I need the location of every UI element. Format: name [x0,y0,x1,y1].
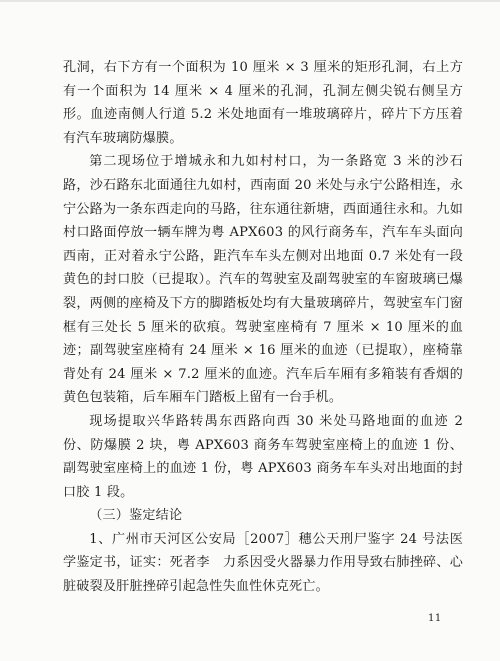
paragraph-second-scene: 第二现场位于增城永和九如村村口，为一条路宽 3 米的沙石路，沙石路东北面通往九如村，西南面 20 米处与永宁公路相连，永宁公路为一条东西走向的马路，往东通往新塘，西面通往永和。九如村口路面停放一辆车牌为粤 APX603 的风行商务车，汽车车头面向西南，正对着永宁公路，距汽车车头左侧对出地面 0.7 米处有一段黄色的封口胶（已提取）。汽车的驾驶室及副驾驶室的车窗玻璃已爆裂，两侧的座椅及下方的脚踏板处均有大量玻璃碎片，驾驶室车门窗框有三处长 5 厘米的砍痕。驾驶室座椅有 7 厘米 × 10 厘米的血迹；副驾驶室座椅有 24 厘米 × 16 厘米的血迹（已提取），座椅靠背处有 24 厘米 × 7.2 厘米的血迹。汽车后车厢有多箱装有香烟的黄色包装箱，后车厢车门踏板上留有一台手机。 [63,154,463,406]
section-heading-conclusion: （三）鉴定结论 [89,508,183,524]
page-number: 11 [428,613,442,624]
paragraph-continuation: 孔洞，右下方有一个面积为 10 厘米 × 3 厘米的矩形孔洞，右上方有一个面积为 14 厘米 × 4 厘米的孔洞，孔洞左侧尖锐右侧呈方形。血迹南侧人行道 5.2 米处地面有一堆玻璃碎片，碎片下方压着有汽车玻璃防爆膜。 [63,60,463,146]
paragraph-evidence-collection: 现场提取兴华路转禺东西路向西 30 米处马路地面的血迹 2 份、防爆膜 2 块，粤 APX603 商务车驾驶室座椅上的血迹 1 份、副驾驶室座椅上的血迹 1 份，粤 APX603 商务车车头对出地面的封口胶 1 段。 [63,413,463,500]
document-body [63,56,463,599]
paragraph-conclusion-1: 1、广州市天河区公安局［2007］穗公天刑尸鉴字 24 号法医学鉴定书，证实：死者李 力系因受火器暴力作用导致右肺挫碎、心脏破裂及肝脏挫碎引起急性失血性休克死亡。 [63,531,463,595]
scan-edge [0,0,500,2]
